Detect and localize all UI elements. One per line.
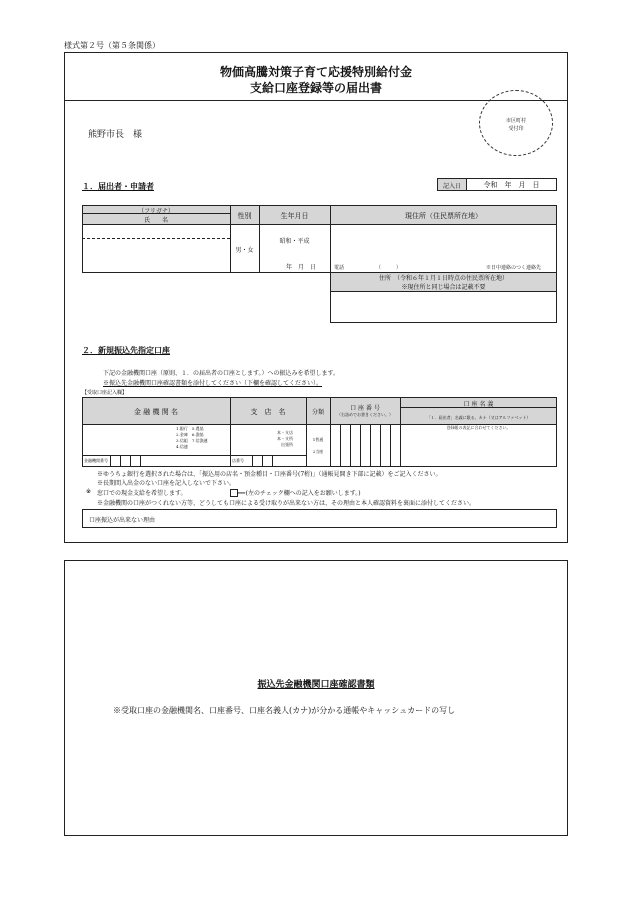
bank-type-row: 3.信組 7.信漁連	[176, 438, 208, 443]
bank-code-label: 金融機関番号	[84, 458, 108, 463]
gender-options[interactable]: 男・女	[235, 247, 254, 254]
prev-address-label: 住所 （令和６年１月１日時点の住民票所在地）	[378, 275, 508, 282]
yucho-note: ※ゆうちょ銀行を選択された場合は、「振込用の店名・預金種目・口座番号(7桁)」（通帳見開き下部に記載）をご記入ください。	[97, 471, 442, 478]
cash-note: 窓口での現金支給を希望します。	[97, 490, 187, 497]
bank-type-options[interactable]	[176, 426, 208, 450]
col-gender: 性別	[237, 212, 252, 220]
branch-type-options[interactable]	[277, 430, 293, 448]
furigana-name-divider	[82, 238, 230, 239]
branch-type-row: 本・支所	[277, 436, 293, 441]
col-dob: 生年月日	[280, 212, 309, 220]
phone-label: 電話	[334, 265, 345, 271]
account-holder-input[interactable]	[401, 434, 556, 466]
stamp-label-line2: 受付印	[508, 126, 524, 132]
col-account-number-sub: （右詰めでお書きください。）	[337, 412, 393, 417]
col-furigana: （フリガナ）	[138, 208, 174, 215]
dob-ymd: 年 月 日	[286, 264, 317, 271]
branch-type-row: 本・支店	[277, 430, 293, 435]
attach-instruction: ※振込先金融機関口座確認書類を添付してください（下欄を確認してください）。	[103, 380, 323, 387]
addressee: 熊野市長 様	[88, 130, 143, 140]
era-options[interactable]: 昭和・平成	[279, 238, 310, 245]
bank-type-row: 2.金庫 6.漁協	[176, 432, 204, 437]
col-address: 現住所（住民票所在地）	[405, 212, 482, 220]
branch-code-label: 店番号	[232, 458, 244, 463]
section2-intro: 下記の金融機関口座（原則、１．の届出者の口座とします。）への振込みを希望します。	[103, 370, 340, 377]
prev-address-input[interactable]	[331, 293, 556, 322]
date-value: 令和 年 月 日	[483, 181, 540, 189]
bank-code-input[interactable]	[111, 456, 149, 466]
branch-code-input[interactable]	[253, 456, 283, 466]
date-label: 記入日	[442, 183, 461, 190]
section1-heading: １．届出者・申請者	[82, 181, 154, 191]
attachment-frame	[64, 560, 568, 836]
attachment-note: ※受取口座の金融機関名、口座番号、口座名義人(カナ)が分かる通帳やキャッシュカードの写し	[113, 706, 456, 715]
col-account-number: 口 座 番 号	[350, 405, 380, 412]
account-type-row: 2当座	[312, 449, 324, 454]
col-type: 分類	[311, 409, 324, 416]
holder-note2: 登録帳の表記に合わせてください。	[446, 425, 511, 430]
col-name: 氏 名	[143, 217, 168, 224]
longterm-note: ※長期間入出金のない口座を記入しないで下さい。	[97, 480, 236, 487]
stamp-label-line1: 市区町村	[505, 118, 526, 124]
col-branch: 支 店 名	[250, 408, 286, 416]
account-number-input[interactable]	[331, 426, 399, 466]
account-type-options[interactable]	[306, 434, 330, 458]
holder-note1: 「１．届出者」名義に限る。カナ（又はアルファベット）	[426, 415, 531, 420]
address-input[interactable]	[331, 226, 556, 260]
form-title-line1: 物価高騰対策子育て応援特別給付金	[219, 65, 412, 79]
name-input[interactable]	[83, 240, 229, 272]
bank-name-input[interactable]	[83, 426, 173, 454]
furigana-input[interactable]	[83, 226, 229, 237]
form-title-line2: 支給口座登録等の届出書	[249, 81, 382, 95]
cash-note-mark: ※	[86, 488, 92, 495]
bank-type-row: 4.信連	[176, 444, 188, 449]
col-bank: 金 融 機 関 名	[134, 408, 178, 416]
attachment-title: 振込先金融機関口座確認書類	[257, 680, 375, 690]
account-table-caption: 【受取口座記入欄】	[82, 390, 128, 396]
form-number: 様式第２号（第５条関係）	[64, 41, 160, 50]
phone-note: ※日中連絡のつく連絡先	[486, 265, 542, 271]
account-type-row: 1普通	[312, 437, 324, 442]
bank-type-row: 1.銀行 5.農協	[176, 426, 204, 431]
reason-label: 口座振込が出来ない理由	[89, 517, 156, 524]
section2-heading: ２．新規振込先指定口座	[82, 345, 170, 355]
branch-type-row: 出張所	[281, 442, 293, 447]
cash-note-check: ⟸(左のチェック欄への記入をお願いします。)	[237, 490, 361, 497]
unable-note: ※金融機関の口座がつくれない方等、どうしても口座による受け取りが出来ない方は、その理由と本人確認資料を裏面に添付してください。	[97, 500, 476, 507]
prev-address-note: ※現住所と同じ場合は記載不要	[401, 284, 486, 291]
phone-parens[interactable]: （ ）	[376, 265, 402, 271]
col-account-holder: 口 座 名 義	[463, 401, 494, 408]
branch-name-input[interactable]	[231, 426, 275, 454]
